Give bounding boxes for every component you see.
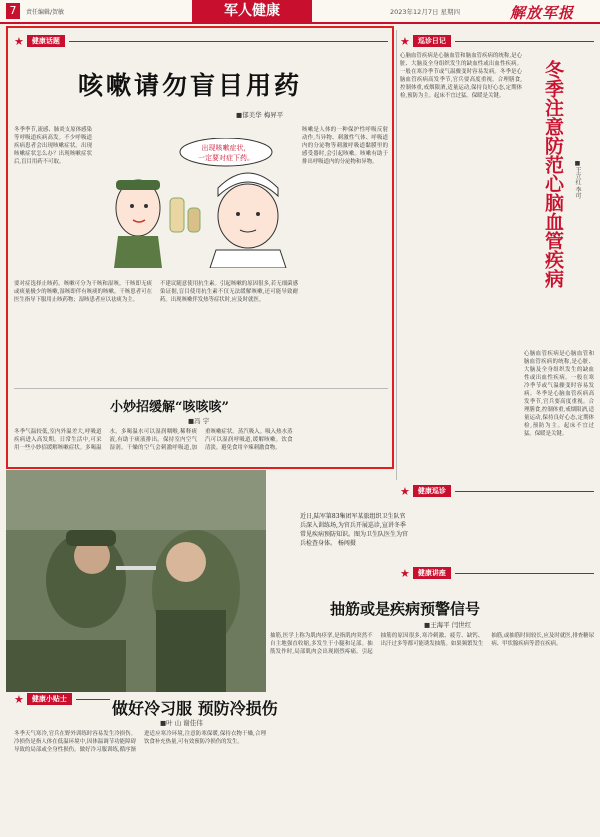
article-column-1: 冬季季节,流感、肺炎支原体感染等呼吸道疾病高发。不少呼吸道疾病患者会出现咳嗽症状。出现咳嗽症状怎么办？出现咳嗽症状后,盲目用药不可取。 [14,127,92,165]
lecture-text: 抽筋,医学上称为肌肉痉挛,是指肌肉突然不自主地强直收缩,多发生于小腿和足部。抽筋发作时,局部肌肉会出现剧烈疼痛。引起抽筋的原因很多,寒冷刺激、疲劳、缺钙、出汗过多等都可能诱发抽筋。如果频繁发生抽筋,或抽筋时间较长,应及时就医,排查糖尿病、甲状腺疾病等潜在疾病。 [270,633,594,655]
diary-text-cont: 心脑血管疾病是心脑血管和脑血管疾病的统称,是心脏、大脑及全身组织发生的缺血性或出血性疾病。一般在寒冷季节或气温骤变时容易发病。冬季是心脑血管疾病高发季节,官兵要高度重视。合理膳食,控制体重,戒烟限酒,适量运动,保持良好心态,定期体检,预防为主。起床不宜过猛。保暖是关键。 [524,351,594,437]
divider [14,388,388,389]
article-title: 咳嗽请勿盲目用药 [78,71,303,100]
column-header-tour [400,484,594,498]
tips-title: 小妙招缓解“咳咳咳” [110,400,229,415]
page-number: 7 [6,3,20,19]
column-label: 健康话题 [27,35,65,47]
article-column-2: 咳嗽是人体的一种保护性呼吸反射动作,当异物、刺激性气体、呼吸道内的分泌物等刺激呼吸道黏膜里的感受器时,会引起咳嗽。咳嗽有助于排出呼吸道内的分泌物和异物。 [302,127,388,165]
column-label: 巡诊日记 [413,35,451,47]
speech-bubble-line-2: 一定要对症下药。 [198,154,254,162]
diary-byline: ■王立红 李可 [574,160,581,199]
divider [76,699,110,700]
divider [455,573,594,574]
tips-byline: ■冯 宇 [188,417,210,425]
diary-text: 心脑血管疾病是心脑血管和脑血管疾病的统称,是心脏、大脑及全身组织发生的缺血性或出血性疾病。一般在寒冷季节或气温骤变时容易发病。冬季是心脑血管疾病高发季节,官兵要高度重视。合理膳食,控制体重,戒烟限酒,适量运动,保持良好心态,定期体检,预防为主。起床不宜过猛。保暖是关键。 [400,53,522,99]
column-label: 健康小贴士 [27,693,72,705]
star-icon: ★ [400,484,410,498]
column-header-health-topic [14,34,388,48]
tips-text: 冬季气温较低,室内外温差大,呼吸道疾病进入高发期。日常生活中,可采用一些小妙招缓解咳嗽症状。多喝温水。多喝温水可以湿润咽喉,稀释痰液,有助于痰液排出。保持室内空气湿润。干燥的空气会刺激呼吸道,加重咳嗽症状。蒸汽吸入。吸入热水蒸汽可以湿润呼吸道,缓解咳嗽。饮食清淡。避免食用辛辣刺激食物。 [14,429,293,451]
divider [69,41,388,42]
star-icon: ★ [14,692,24,706]
star-icon: ★ [400,34,410,48]
divider [455,41,594,42]
editors: 责任编辑/贺敏 [26,9,65,16]
newspaper-logo: 解放军报 [510,4,575,22]
cold-injury-byline: ■叶 山 谢佳伟 [160,719,203,727]
photo-caption: 近日,陆军第83集团军某旅组织卫生队官兵深入训练场,为官兵开展巡诊,宣讲冬季常见疾病预防知识。图为卫生队医生为官兵检查身体。 杨闯摄 [300,513,409,547]
divider [455,491,594,492]
cold-injury-text: 冬季天气寒冷,官兵在野外训练时容易发生冷损伤。冷损伤是指人体在低温环境中,因体温调节功能障碍导致的局部或全身性损伤。做好冷习服训练,循序渐进适应寒冷环境,注意防寒保暖,保持衣物干燥,合理饮食补充热量,可有效预防冷损伤的发生。 [14,731,266,753]
lecture-byline: ■王海平 闫世红 [424,621,472,629]
diary-title: 冬季注意防范心脑血管疾病 [542,60,564,288]
article-column-3: 要对症选择止咳药。咳嗽可分为干咳和湿咳。干咳即无痰或痰量极少的咳嗽,湿咳即伴有咳痰的咳嗽。干咳患者可在医生指导下服用止咳药物；湿咳患者应以祛痰为主。 [14,281,152,303]
star-icon: ★ [400,566,410,580]
cold-injury-title: 做好冷习服 预防冷损伤 [112,699,278,718]
article-byline: ■郁美华 梅昇平 [236,111,284,119]
column-header-lecture [400,566,594,580]
column-label: 健康巡诊 [413,485,451,497]
column-header-tips [14,692,110,706]
column-label: 健康讲座 [413,567,451,579]
article-column-4: 不建议随意使用抗生素。引起咳嗽的原因很多,若无细菌感染证据,盲目使用抗生素不仅无法缓解咳嗽,还可能导致耐药。出现咳嗽伴发热等症状时,应及时就医。 [160,281,298,303]
star-icon: ★ [14,34,24,48]
divider [396,30,397,480]
issue-date: 2023年12月7日 星期四 [390,8,461,16]
column-header-diary [400,34,594,48]
page-header [0,0,600,24]
section-title: 军人健康 [192,0,312,22]
cartoon-illustration [98,138,298,268]
medical-checkup-photo [6,470,266,692]
speech-bubble-line-1: 出现咳嗽症状， [201,144,251,152]
lecture-title: 抽筋或是疾病预警信号 [330,600,481,618]
